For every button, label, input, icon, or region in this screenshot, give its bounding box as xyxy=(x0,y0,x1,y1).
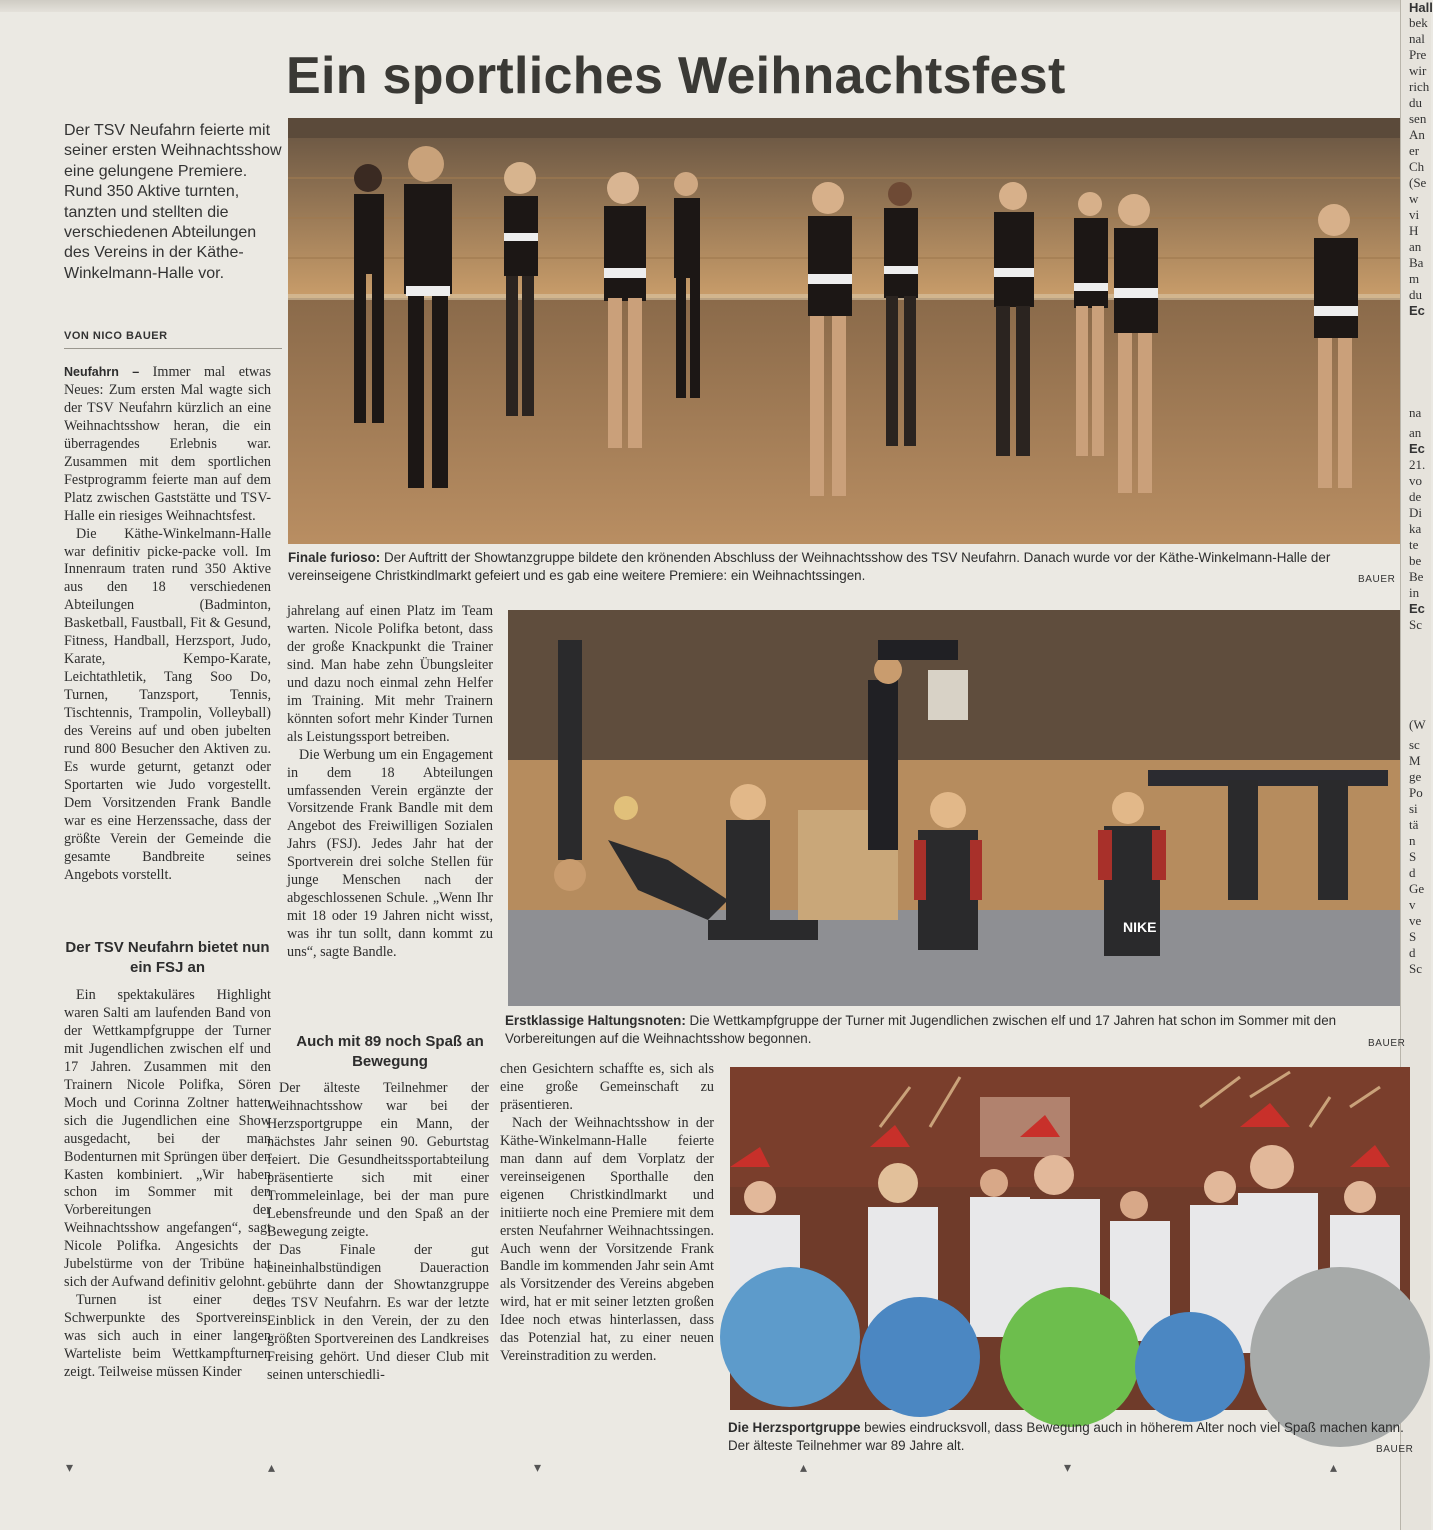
neighbor-text-fragment: si xyxy=(1409,801,1418,816)
neighbor-text-fragment: na xyxy=(1409,405,1422,420)
neighbor-text-fragment: m xyxy=(1409,271,1420,286)
neighbor-text-fragment: te xyxy=(1409,537,1419,552)
caption-lead: Finale furioso: xyxy=(288,550,381,565)
caption-text: Der Auftritt der Showtanzgruppe bildete den krönenden Abschluss der Weihnachtsshow des TSV Neufahrn. Danach wurde vor der Käthe-Winkelmann-Halle der vereinseigene Christkindlmarkt gefeiert und es gab eine weitere Premiere: ein Weihnachtssingen. xyxy=(288,550,1331,583)
article-column-1 xyxy=(64,364,271,885)
photo-credit: BAUER xyxy=(1376,1444,1414,1455)
neighbor-text-fragment: nal xyxy=(1409,31,1425,46)
neighbor-text-fragment: er xyxy=(1409,143,1420,158)
neighbor-text-fragment: w xyxy=(1409,191,1419,206)
neighbor-text-fragment: vi xyxy=(1409,207,1420,222)
neighbor-text-fragment: d xyxy=(1409,945,1416,960)
neighbor-text-fragment: an xyxy=(1409,239,1422,254)
neighbor-text-fragment: M xyxy=(1409,753,1421,768)
article-column-2 xyxy=(287,603,493,962)
paragraph: Ein spektakuläres Highlight waren Salti am laufenden Band von der Wettkampfgruppe der Turner mit Jugendlichen zwischen elf und 17 Jahren. Zusammen mit den Trainern Nicole Polifka, Sören Moch und Corinna Zoltner hatten sich die Jugendlichen eine Show ausgedacht, bei der man Bodenturnen mit Sprüngen über den Kasten kombiniert. „Wir haben schon im Sommer mit den Vorbereitungen der Weihnachtsshow angefangen“, sagt Nicole Polifka. Angesichts der Jubelstürme von der Tribüne hat sich der Aufwand definitiv gelohnt. xyxy=(64,987,271,1291)
neighbor-text-fragment: du xyxy=(1409,95,1422,110)
paragraph: jahrelang auf einen Platz im Team warten. Nicole Polifka betont, dass der große Knackpunkt die Trainer sind. Man habe zehn Übungsleiter und dazu noch einmal zehn Helfer im Training. Mit mehr Trainern könnten sofort mehr Kinder Turnen als Leistungssport betreiben. xyxy=(287,603,493,745)
paragraph: Nach der Weihnachtsshow in der Käthe-Winkelmann-Halle feierte man dann auf dem Vorplatz der vereinseigenen Sporthalle den eigenen Christkindlmarkt und initiierte noch eine Premiere mit dem ersten Neufahrner Weihnachtssingen. Auch wenn der Vorsitzende Frank Bandle im kommenden Jahr sein Amt als Vorsitzender des Vereins abgeben wird, hat er mit seiner letzten großen Idee noch etwas hinterlassen, dass das Potenzial hat, zu einer neuen Vereinstradition zu werden. xyxy=(500,1114,714,1365)
neighbor-text-fragment: sen xyxy=(1409,111,1427,126)
paragraph-text: Immer mal etwas Neues: Zum ersten Mal wagte sich der TSV Neufahrn kürzlich an eine Weihnachtsshow heran, die ein überragendes Erlebnis war. Zusammen mit dem sportlichen Festprogramm feierte man auf dem Platz zwischen Gaststätte und TSV-Halle ein riesiges Weihnachtsfest. xyxy=(64,364,271,524)
photo-credit: BAUER xyxy=(1358,574,1396,585)
subheading-89: Auch mit 89 noch Spaß an Bewegung xyxy=(296,1033,484,1070)
photo-drummers-image xyxy=(730,1067,1410,1410)
paragraph: Der älteste Teilnehmer der Weihnachtsshow war bei der Herzsportgruppe ein Mann, der nächstes Jahr seinen 90. Geburtstag feiert. Die Gesundheitssportabteilung präsentierte sich mit einer Trommeleinlage, bei der man pure Lebensfreunde und den Spaß an der Bewegung zeigte. xyxy=(267,1080,489,1240)
caption-text: bewies eindrucksvoll, dass Bewegung auch in höherem Alter noch viel Spaß machen kann. Der älteste Teilnehmer war 89 Jahre alt. xyxy=(728,1420,1404,1453)
neighbor-text-fragment: (W xyxy=(1409,717,1426,732)
neighbor-text-fragment: du xyxy=(1409,287,1422,302)
caption-photo-2 xyxy=(505,1012,1411,1047)
neighbor-text-fragment: an xyxy=(1409,425,1422,440)
neighbor-text-fragment: be xyxy=(1409,553,1422,568)
caption-lead: Die Herzsportgruppe xyxy=(728,1420,861,1435)
neighbor-text-fragment: Sc xyxy=(1409,961,1422,976)
article-column-3 xyxy=(500,1061,714,1366)
neighbor-text-fragment: (Se xyxy=(1409,175,1427,190)
neighbor-text-fragment: v xyxy=(1409,897,1416,912)
paragraph: Das Finale der gut eineinhalbstündigen Daueraction gebührte dann der Showtanzgruppe des TSV Neufahrn. Es war der letzte Einblick in den Verein, der zu den größten Sportvereinen des Landkreises Freising gehört. Und dieser Club mit seinen unterschiedli- xyxy=(267,1241,489,1384)
neighbor-text-fragment: Be xyxy=(1409,569,1424,584)
nike-logo: NIKE xyxy=(1123,919,1157,935)
photo-dancers-image xyxy=(288,118,1400,544)
paragraph: Turnen ist einer der Schwerpunkte des Sportvereins, was sich auch in einer langen Warteliste beim Wettkampfturnen zeigt. Teilweise müssen Kinder xyxy=(64,1292,271,1381)
subheading-fsj: Der TSV Neufahrn bietet nun ein FSJ an xyxy=(65,939,270,976)
neighbor-text-fragment: de xyxy=(1409,489,1422,504)
neighbor-text-fragment: ge xyxy=(1409,769,1422,784)
byline: VON NICO BAUER xyxy=(64,330,282,349)
photo-credit: BAUER xyxy=(1368,1038,1406,1049)
photo-showtanzgruppe xyxy=(288,118,1400,544)
neighbor-text-fragment: ka xyxy=(1409,521,1422,536)
neighbor-text-fragment: Ba xyxy=(1409,255,1424,270)
neighbor-text-fragment: S xyxy=(1409,849,1417,864)
paragraph: chen Gesichtern schaffte es, sich als eine große Gemeinschaft zu präsentieren. xyxy=(500,1061,714,1113)
neighbor-text-fragment: ve xyxy=(1409,913,1422,928)
caption-photo-3 xyxy=(728,1419,1418,1454)
photo-wettkampfgruppe xyxy=(508,610,1400,1006)
neighbor-text-fragment: Po xyxy=(1409,785,1423,800)
article-column-1b xyxy=(64,987,271,1382)
neighbor-text-fragment: rich xyxy=(1409,79,1430,94)
caption-photo-1 xyxy=(288,549,1400,584)
neighbor-text-fragment: Hall xyxy=(1409,0,1433,15)
headline: Ein sportliches Weihnachtsfest xyxy=(286,47,1066,105)
neighbor-text-fragment: Ge xyxy=(1409,881,1425,896)
neighbor-text-fragment: in xyxy=(1409,585,1420,600)
neighbor-text-fragment: S xyxy=(1409,929,1417,944)
neighbor-text-fragment: Sc xyxy=(1409,617,1422,632)
neighbor-text-fragment: wir xyxy=(1409,63,1427,78)
paragraph: Die Werbung um ein Engagement in dem 18 Abteilungen umfassenden Verein ergänzte der Vorsitzende Frank Bandle mit dem Angebot des Freiwilligen Sozialen Jahrs (FSJ). Jedes Jahr hat der Sportverein drei solche Stellen für junge Menschen nach der abgeschlossenen Schule. „Wenn Ihr mit 18 oder 19 Jahren nicht wisst, was ihr tun sollt, dann kommt zu uns“, sagte Bandle. xyxy=(287,746,493,961)
teaser-lead: Der TSV Neufahrn feierte mit seiner ersten Weihnachtsshow eine gelungene Premiere. Rund 350 Aktive turnten, tanzten und stellten die verschiedenen Abteilungen des Vereins in der Käthe-Winkelmann-Halle vor. xyxy=(64,122,282,282)
neighbor-text-fragment: Pre xyxy=(1409,47,1427,62)
neighbor-text-fragment: An xyxy=(1409,127,1425,142)
caption-text: Die Wettkampfgruppe der Turner mit Jugendlichen zwischen elf und 17 Jahren hat schon im Sommer mit den Vorbereitungen auf die Weihnachtsshow begonnen. xyxy=(505,1013,1337,1046)
neighbor-text-fragment: 21. xyxy=(1409,457,1426,472)
neighbor-text-fragment: Di xyxy=(1409,505,1422,520)
neighbor-text-fragment: H xyxy=(1409,223,1419,238)
photo-gymnasts-image xyxy=(508,610,1400,1006)
article-column-2b xyxy=(267,1080,489,1385)
paragraph xyxy=(64,364,271,526)
neighbor-text-fragment: Ec xyxy=(1409,441,1425,456)
neighbor-text-fragment: Ec xyxy=(1409,601,1425,616)
neighbor-text-fragment: Ec xyxy=(1409,303,1425,318)
neighbor-text-fragment: Ch xyxy=(1409,159,1425,174)
paragraph: Die Käthe-Winkelmann-Halle war definitiv picke-packe voll. Im Innenraum traten rund 350 Aktive aus den 18 verschiedenen Abteilungen (Badminton, Basketball, Faustball, Fit & Gesund, Fitness, Handball, Herzsport, Judo, Karate, Kempo-Karate, Leichtathletik, Tang Soo Do, Turnen, Tanzsport, Tennis, Tischtennis, Trampolin, Volleyball) des Vereins auf und oben jubelten rund 800 Besucher den Aktiven zu. Es wurde geturnt, getanzt oder Sportarten wie Judo vorgestellt. Dem Vorsitzenden Frank Bandle war es eine Herzenssache, dass der größte Verein der Gemeinde die gesamte Bandbreite seines Angebots vorstellt. xyxy=(64,525,271,883)
dateline: Neufahrn – xyxy=(64,365,140,379)
neighbor-text-fragment: n xyxy=(1409,833,1416,848)
neighbor-text-fragment: tä xyxy=(1409,817,1419,832)
neighbor-text-fragment: bek xyxy=(1409,15,1428,30)
neighbor-text-fragment: sc xyxy=(1409,737,1420,752)
previous-article-strip xyxy=(0,0,1400,12)
neighbor-text-fragment: vo xyxy=(1409,473,1422,488)
caption-lead: Erstklassige Haltungsnoten: xyxy=(505,1013,686,1028)
neighbor-text-fragment: d xyxy=(1409,865,1416,880)
photo-herzsportgruppe xyxy=(730,1067,1410,1410)
